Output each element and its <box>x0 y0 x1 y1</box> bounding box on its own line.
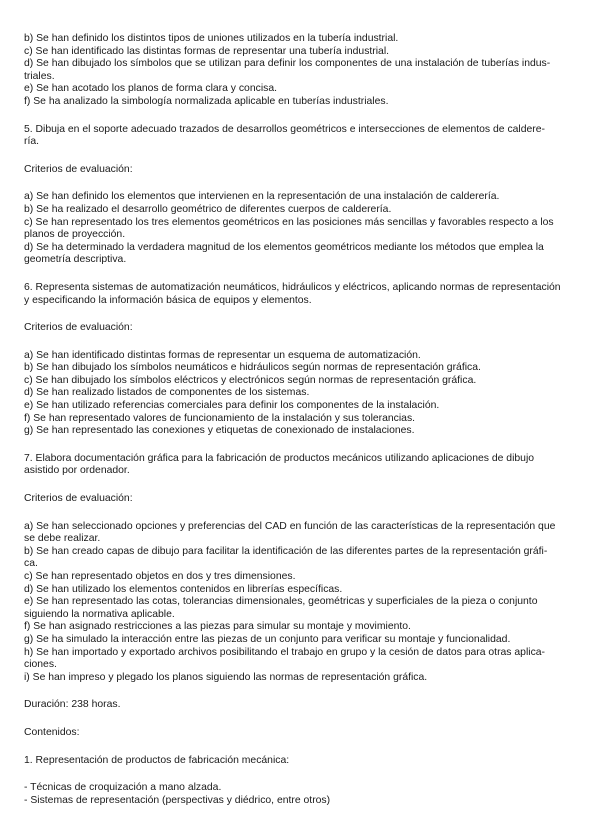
paragraph <box>24 282 573 307</box>
text-line: geometría descriptiva. <box>24 254 127 266</box>
text-line: Criterios de evaluación: <box>24 493 133 505</box>
paragraph-gap <box>24 478 573 493</box>
text-line: y especificando la información básica de equipos y elementos. <box>24 294 312 306</box>
text-line: - Técnicas de croquización a mano alzada. <box>24 782 222 794</box>
text-line: ría. <box>24 136 40 148</box>
paragraph-gap <box>24 740 573 755</box>
text-line: f) Se han asignado restricciones a las piezas para simular su montaje y movimiento. <box>24 621 411 633</box>
list-item <box>24 795 573 808</box>
text-line: Criterios de evaluación: <box>24 163 133 175</box>
list-item <box>24 425 573 438</box>
criteria-list <box>24 521 573 685</box>
paragraph-gap <box>24 267 573 282</box>
list-item <box>24 350 573 363</box>
paragraph-gap <box>24 712 573 727</box>
text-line: g) Se han representado las conexiones y etiquetas de conexionado de instalaciones. <box>24 425 415 437</box>
list-item <box>24 596 573 621</box>
list-item <box>24 672 573 685</box>
list-item <box>24 571 573 584</box>
text-line: d) Se han realizado listados de componentes de los sistemas. <box>24 387 310 399</box>
list-item <box>24 217 573 242</box>
paragraph <box>24 164 573 177</box>
paragraph <box>24 727 573 740</box>
list-item <box>24 46 573 59</box>
text-line: c) Se han identificado las distintas formas de representar una tubería industrial. <box>24 45 390 57</box>
list-item <box>24 584 573 597</box>
list-item <box>24 83 573 96</box>
text-line: planos de proyección. <box>24 229 126 241</box>
paragraph <box>24 755 573 768</box>
paragraph-gap <box>24 307 573 322</box>
text-line: - Sistemas de representación (perspectivas y diédrico, entre otros) <box>24 794 331 806</box>
text-line: b) Se han definido los distintos tipos de uniones utilizados en la tubería industrial. <box>24 33 399 44</box>
text-line: f) Se ha analizado la simbología normalizada aplicable en tuberías industriales. <box>24 95 389 107</box>
paragraph-gap <box>24 506 573 521</box>
text-line: ciones. <box>24 659 57 671</box>
paragraph-gap <box>24 335 573 350</box>
paragraph-gap <box>24 767 573 782</box>
text-line: 1. Representación de productos de fabricación mecánica: <box>24 754 290 766</box>
list-item <box>24 33 573 46</box>
text-line: Contenidos: <box>24 726 80 738</box>
text-line: i) Se han impreso y plegado los planos siguiendo las normas de representación gráfica. <box>24 671 428 683</box>
list-item <box>24 400 573 413</box>
list-item <box>24 242 573 267</box>
criteria-list <box>24 350 573 438</box>
text-line: b) Se ha realizado el desarrollo geométrico de diferentes cuerpos de calderería. <box>24 203 392 215</box>
text-line: b) Se han creado capas de dibujo para facilitar la identificación de las diferentes partes de la representación gráfi- <box>24 545 548 557</box>
text-line: Duración: 238 horas. <box>24 699 121 711</box>
text-line: d) Se han dibujado los símbolos que se utilizan para definir los componentes de una instalación de tuberías indus- <box>24 58 551 70</box>
text-line: se debe realizar. <box>24 533 101 545</box>
list-item <box>24 782 573 795</box>
criteria-list <box>24 33 573 109</box>
text-line: asistido por ordenador. <box>24 465 130 477</box>
list-item <box>24 204 573 217</box>
list-item <box>24 413 573 426</box>
text-line: c) Se han representado los tres elementos geométricos en las posiciones más sencillas y favorables respecto a los <box>24 216 554 228</box>
text-line: e) Se han acotado los planos de forma clara y concisa. <box>24 83 277 95</box>
paragraph <box>24 699 573 712</box>
text-line: h) Se han importado y exportado archivos posibilitando el trabajo en grupo y la cesión de datos para otras aplica- <box>24 646 545 658</box>
paragraph <box>24 124 573 149</box>
text-line: c) Se han representado objetos en dos y tres dimensiones. <box>24 571 296 582</box>
list-item <box>24 387 573 400</box>
list-item <box>24 375 573 388</box>
text-line: 7. Elabora documentación gráfica para la fabricación de productos mecánicos utilizando aplicaciones de dibujo <box>24 452 535 464</box>
text-line: g) Se ha simulado la interacción entre las piezas de un conjunto para verificar su montaje y funcionalidad. <box>24 633 511 645</box>
text-line: Criterios de evaluación: <box>24 322 133 334</box>
text-line: a) Se han identificado distintas formas de representar un esquema de automatización. <box>24 349 421 361</box>
list-item <box>24 521 573 546</box>
document-body <box>24 33 573 807</box>
text-line: ca. <box>24 558 38 570</box>
list-item <box>24 96 573 109</box>
paragraph <box>24 453 573 478</box>
text-line: 5. Dibuja en el soporte adecuado trazados de desarrollos geométricos e intersecciones de elementos de caldere- <box>24 123 545 135</box>
text-line: d) Se ha determinado la verdadera magnitud de los elementos geométricos mediante los métodos que emplea la <box>24 241 544 253</box>
list-item <box>24 621 573 634</box>
paragraph-gap <box>24 176 573 191</box>
list-item <box>24 647 573 672</box>
list-item <box>24 191 573 204</box>
text-line: e) Se han utilizado referencias comerciales para definir los componentes de la instalación. <box>24 400 440 412</box>
paragraph <box>24 322 573 335</box>
text-line: b) Se han dibujado los símbolos neumáticos e hidráulicos según normas de representación gráfica. <box>24 362 481 374</box>
list-item <box>24 58 573 83</box>
text-line: f) Se han representado valores de funcionamiento de la instalación y sus tolerancias. <box>24 412 416 424</box>
criteria-list <box>24 782 573 807</box>
text-line: c) Se han dibujado los símbolos eléctricos y electrónicos según normas de representación gráfica. <box>24 374 477 386</box>
text-line: a) Se han seleccionado opciones y preferencias del CAD en función de las características de la representación que <box>24 520 556 532</box>
text-line: d) Se han utilizado los elementos contenidos en librerías específicas. <box>24 583 343 595</box>
paragraph <box>24 493 573 506</box>
text-line: a) Se han definido los elementos que intervienen en la representación de una instalación de calderería. <box>24 191 500 203</box>
paragraph-gap <box>24 109 573 124</box>
text-line: triales. <box>24 70 55 82</box>
text-line: e) Se han representado las cotas, tolerancias dimensionales, geométricas y superficiales de la pieza o conjunto <box>24 596 538 608</box>
text-line: siguiendo la normativa aplicable. <box>24 608 175 620</box>
list-item <box>24 362 573 375</box>
list-item <box>24 546 573 571</box>
list-item <box>24 634 573 647</box>
paragraph-gap <box>24 149 573 164</box>
paragraph-gap <box>24 438 573 453</box>
paragraph-gap <box>24 684 573 699</box>
text-line: 6. Representa sistemas de automatización neumáticos, hidráulicos y eléctricos, aplicando normas de representación <box>24 281 561 293</box>
criteria-list <box>24 191 573 267</box>
